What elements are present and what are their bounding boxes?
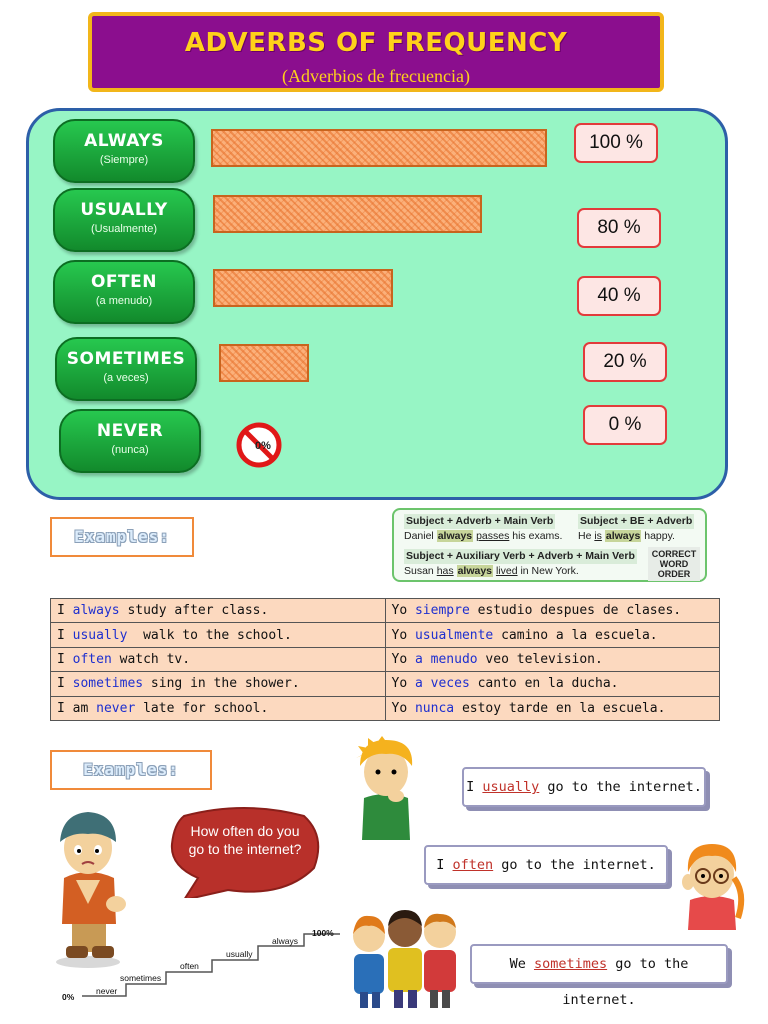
- sentence-text: Yo: [391, 651, 415, 667]
- sentence-text: Yo: [391, 603, 415, 619]
- spanish-sentence: [385, 672, 720, 696]
- stairs-high-label: 100%: [312, 928, 334, 938]
- frequency-bar-often: [213, 269, 393, 307]
- pill-never: [59, 409, 201, 473]
- rule-text: happy.: [641, 530, 675, 542]
- pill-sometimes: [55, 337, 197, 401]
- pill-label: SOMETIMES: [66, 349, 186, 369]
- sentence-text: I: [57, 651, 73, 667]
- adverb: usually: [72, 627, 128, 643]
- question-bubble: [164, 806, 324, 898]
- pill-translation: (Siempre): [99, 154, 149, 166]
- pill-translation: (a menudo): [95, 295, 153, 307]
- stairs-step-usually: usually: [226, 949, 253, 959]
- adverb: a veces: [414, 676, 470, 692]
- rule-heading: Subject + BE + Adverb: [580, 515, 693, 527]
- thinking-boy-illustration: [346, 736, 426, 840]
- english-sentence: [51, 599, 386, 623]
- frequency-bar-usually: [213, 195, 482, 233]
- examples-label-top: Examples:: [50, 517, 194, 557]
- sentence-text: I: [57, 676, 73, 692]
- stairs-step-always: always: [272, 936, 298, 946]
- question-text: How often do you go to the internet?: [188, 823, 302, 857]
- bubble-text: go to the internet.: [539, 779, 702, 795]
- pill-label: USUALLY: [80, 200, 168, 220]
- table-row: [51, 623, 720, 647]
- sentence-text: sing in the shower.: [143, 676, 300, 692]
- sentence-text: Yo: [391, 676, 415, 692]
- table-row: [51, 672, 720, 696]
- english-sentence: [51, 696, 386, 720]
- word-order-rule-2: [578, 514, 704, 544]
- rule-heading: Subject + Adverb + Main Verb: [406, 515, 554, 527]
- percent-badge-always: 100 %: [574, 123, 658, 163]
- spanish-sentence: [385, 696, 720, 720]
- rule-text: in New York.: [517, 565, 579, 577]
- sentence-text: I am: [57, 700, 97, 716]
- stairs-step-often: often: [180, 961, 199, 971]
- stairs-step-sometimes: sometimes: [120, 973, 162, 983]
- bubble-adverb: often: [452, 857, 494, 873]
- speech-bubble-sometimes: [470, 944, 728, 1008]
- table-row: [51, 696, 720, 720]
- speech-bubble-usually: [462, 767, 706, 807]
- adverb: often: [72, 651, 112, 667]
- pill-label: OFTEN: [90, 272, 157, 292]
- pill-always: [53, 119, 195, 183]
- bubble-text: go to the internet.: [562, 956, 689, 1008]
- rule-adverb: always: [605, 530, 641, 542]
- examples-label-bottom: Examples:: [50, 750, 212, 790]
- rule-text: his exams.: [509, 530, 563, 542]
- percent-badge-usually: 80 %: [577, 208, 661, 248]
- spanish-sentence: [385, 599, 720, 623]
- sentence-text: Yo: [391, 700, 415, 716]
- frequency-panel: [26, 108, 728, 500]
- bubble-text: We: [509, 956, 534, 972]
- adverb: a menudo: [414, 651, 478, 667]
- correct-word-order-tag: CORRECT WORD ORDER: [648, 547, 700, 581]
- adverb: never: [96, 700, 136, 716]
- sentence-text: canto en la ducha.: [469, 676, 619, 692]
- rule-be: is: [594, 530, 602, 542]
- rule-text: Susan: [404, 565, 437, 577]
- adverb: usualmente: [414, 627, 494, 643]
- sentence-text: watch tv.: [111, 651, 191, 667]
- table-row: [51, 647, 720, 671]
- page-header: [88, 12, 664, 92]
- pill-translation: (nunca): [111, 444, 149, 456]
- percent-badge-often: 40 %: [577, 276, 661, 316]
- percent-badge-sometimes: 20 %: [583, 342, 667, 382]
- english-sentence: [51, 623, 386, 647]
- adverb: sometimes: [72, 676, 144, 692]
- english-sentence: [51, 647, 386, 671]
- three-kids-illustration: [342, 904, 472, 1010]
- bubble-text: I: [466, 779, 483, 795]
- rule-verb: lived: [495, 565, 518, 577]
- pill-label: ALWAYS: [84, 131, 164, 151]
- word-order-rule-3: [404, 549, 648, 579]
- pill-translation: (Usualmente): [90, 223, 158, 235]
- sentence-text: estudio despues de clases.: [469, 603, 682, 619]
- sentence-text: I: [57, 627, 73, 643]
- speech-bubble-often: [424, 845, 668, 885]
- page-title: ADVERBS OF FREQUENCY: [184, 28, 568, 58]
- stairs-low-label: 0%: [62, 992, 75, 1002]
- stairs-step-never: never: [96, 986, 118, 996]
- english-sentence: [51, 672, 386, 696]
- girl-glasses-illustration: [676, 834, 748, 930]
- pill-usually: [53, 188, 195, 252]
- adverb: nunca: [414, 700, 455, 716]
- sentence-text: walk to the school.: [127, 627, 292, 643]
- sentence-text: I: [57, 603, 73, 619]
- rule-verb: passes: [476, 530, 510, 542]
- rule-text: Daniel: [404, 530, 437, 542]
- sentence-text: camino a la escuela.: [493, 627, 658, 643]
- bubble-adverb: sometimes: [533, 956, 608, 972]
- table-row: [51, 599, 720, 623]
- spanish-sentence: [385, 647, 720, 671]
- sentence-text: estoy tarde en la escuela.: [454, 700, 666, 716]
- bubble-text: go to the internet.: [493, 857, 656, 873]
- bubble-text: I: [436, 857, 453, 873]
- examples-table: [50, 598, 720, 721]
- rule-aux: has: [436, 565, 454, 577]
- rule-heading: Subject + Auxiliary Verb + Adverb + Main Verb: [406, 550, 635, 562]
- pill-translation: (a veces): [103, 372, 149, 384]
- sentence-text: late for school.: [135, 700, 269, 716]
- spanish-sentence: [385, 623, 720, 647]
- adverb: siempre: [414, 603, 470, 619]
- adverb: always: [72, 603, 120, 619]
- word-order-box: [392, 508, 707, 582]
- pill-label: NEVER: [96, 421, 164, 441]
- frequency-bar-sometimes: [219, 344, 309, 382]
- sentence-text: study after class.: [119, 603, 269, 619]
- rule-adverb: always: [457, 565, 493, 577]
- percent-badge-never: 0 %: [583, 405, 667, 445]
- frequency-bar-always: [211, 129, 547, 167]
- sentence-text: veo television.: [477, 651, 603, 667]
- sentence-text: Yo: [391, 627, 415, 643]
- no-sign-icon: [236, 422, 282, 468]
- rule-adverb: always: [437, 530, 473, 542]
- bubble-adverb: usually: [482, 779, 540, 795]
- no-sign-label: 0%: [255, 440, 271, 452]
- pill-often: [53, 260, 195, 324]
- rule-text: He: [578, 530, 595, 542]
- page-subtitle: (Adverbios de frecuencia): [282, 66, 470, 86]
- word-order-rule-1: [404, 514, 574, 544]
